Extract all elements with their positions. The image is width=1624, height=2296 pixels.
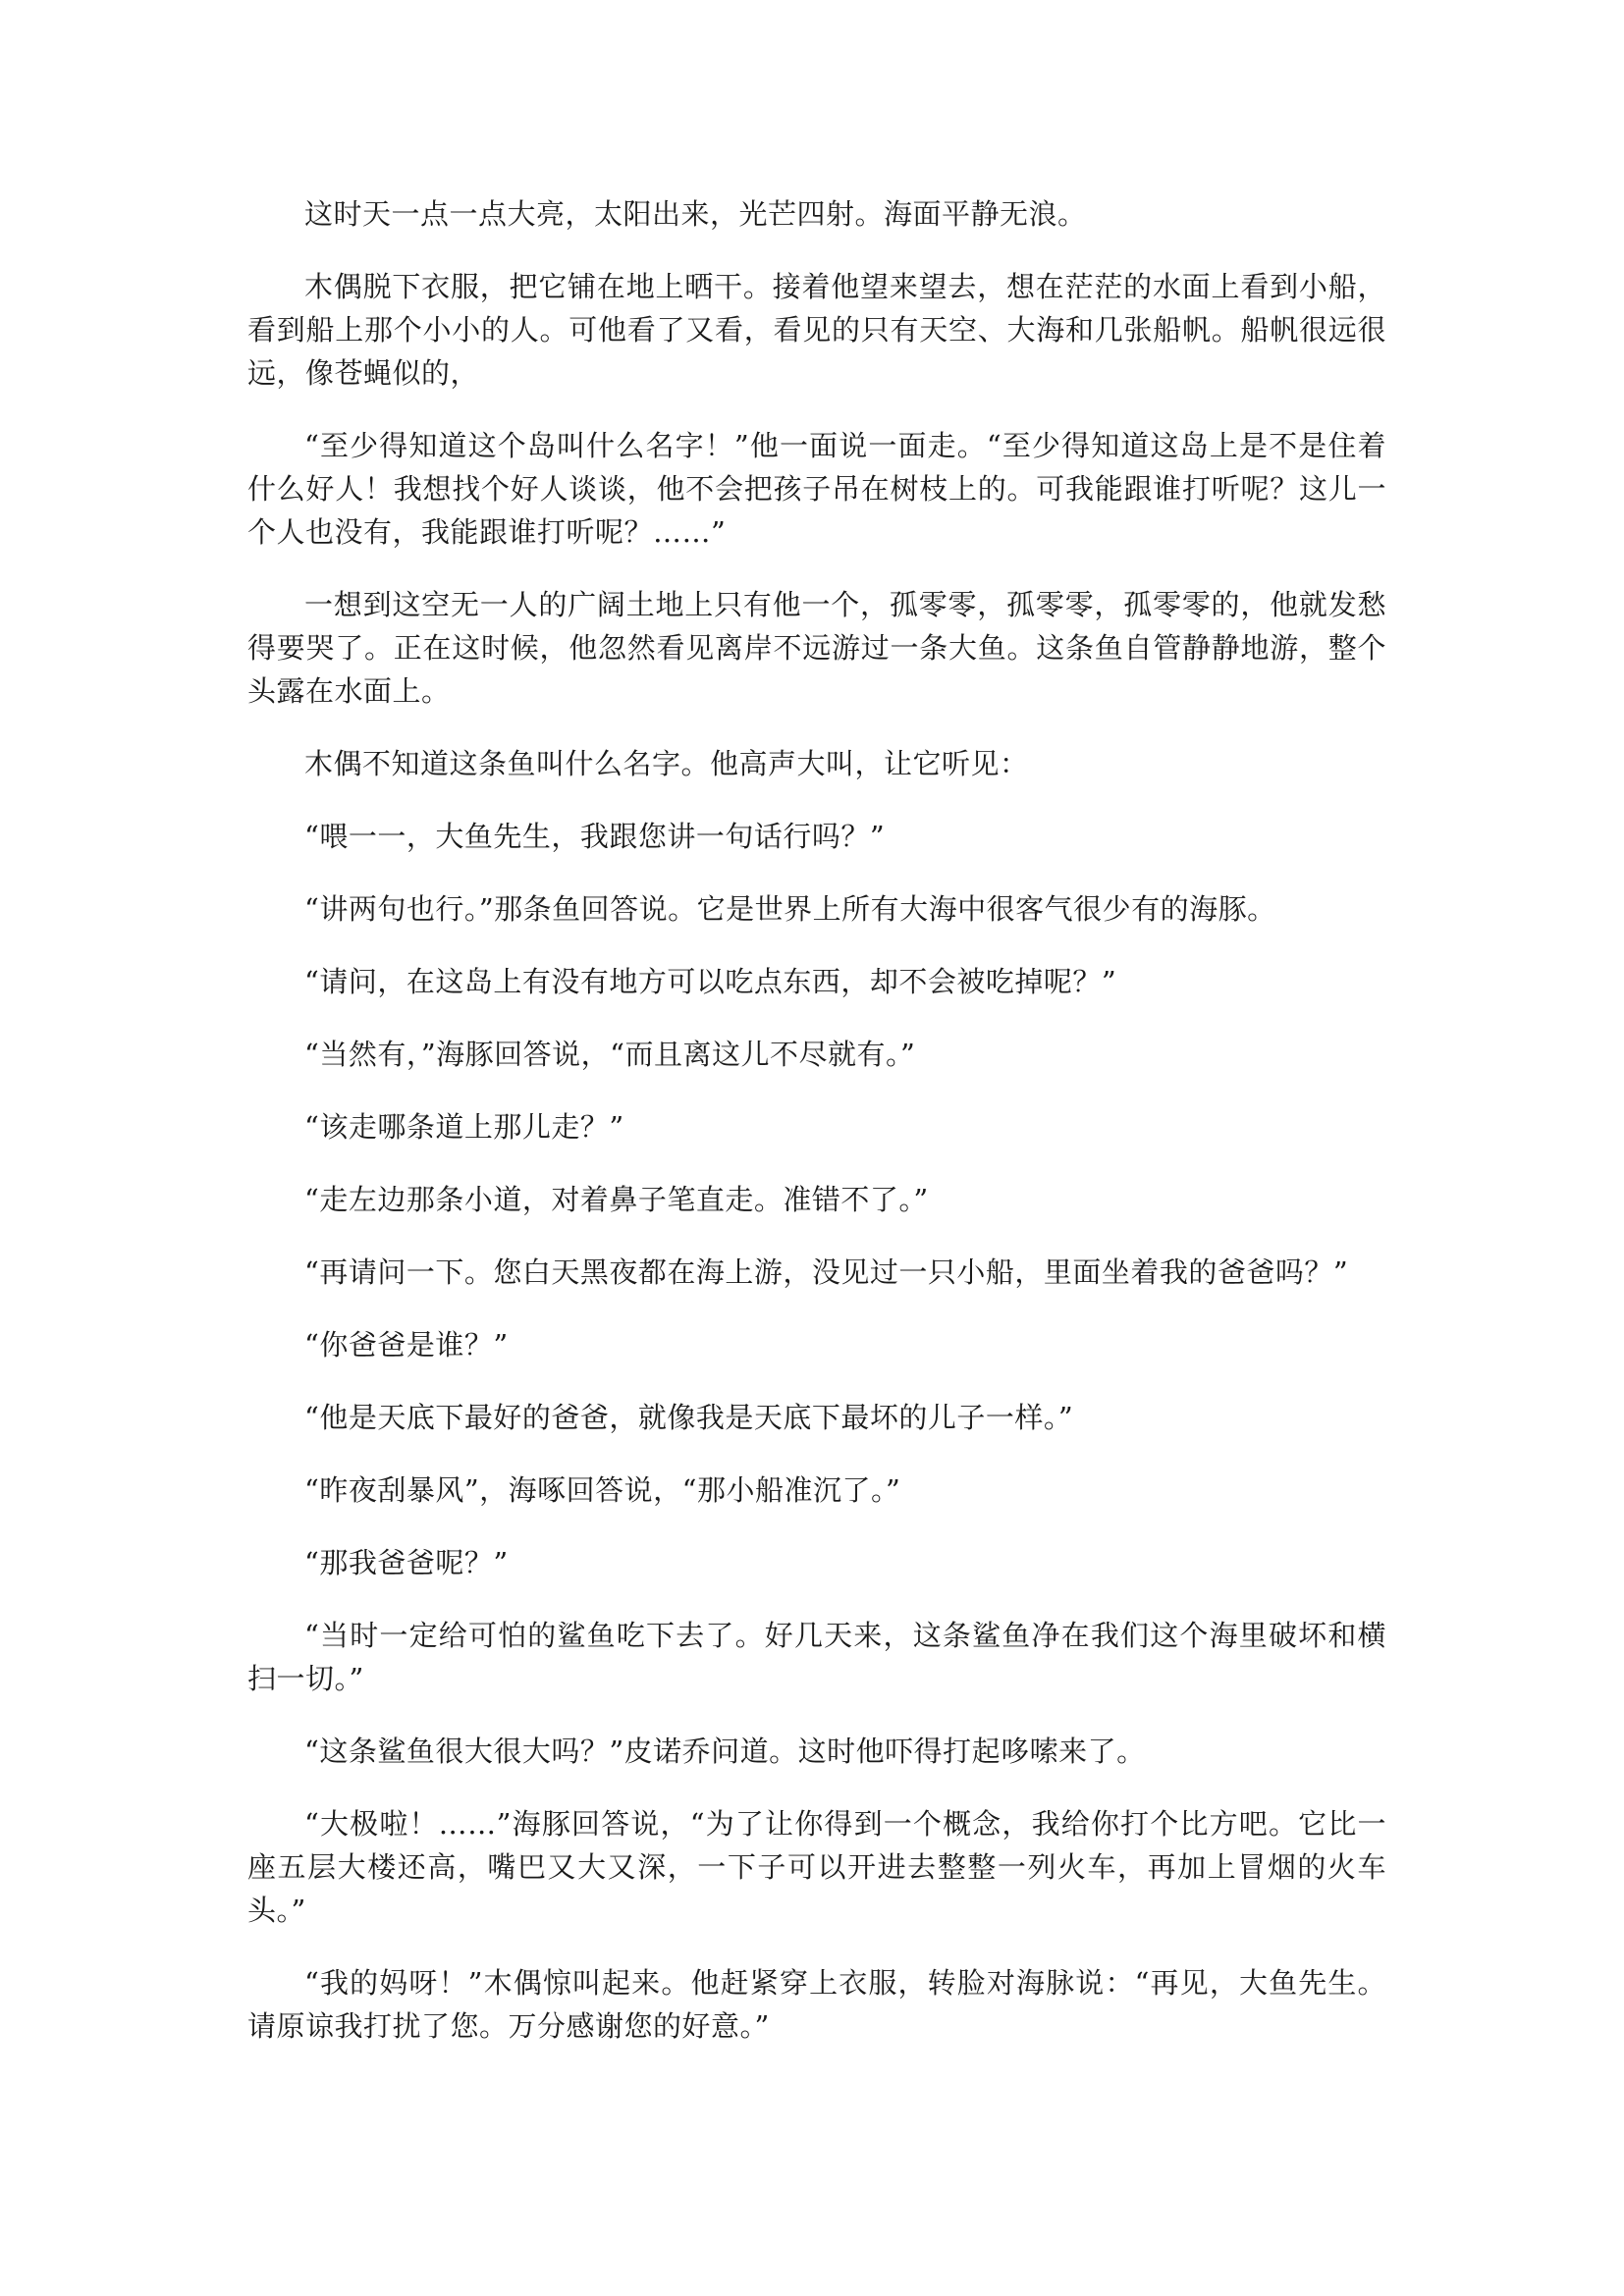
paragraph-12: “再请问一下。您白天黑夜都在海上游，没见过一只小船，里面坐着我的爸爸吗？” [304,1255,1349,1289]
paragraph-18: “这条鲨鱼很大很大吗？”皮诺乔问道。这时他吓得打起哆嗦来了。 [304,1735,1146,1768]
paragraph-11: “走左边那条小道，对着鼻子笔直走。准错不了。” [304,1183,929,1216]
paragraph-3: “至少得知道这个岛叫什么名字！”他一面说一面走。“至少得知道这岛上是不是住着什么好人！我想找个好人谈谈，他不会把孩子吊在树枝上的。可我能跟谁打听呢？这儿一个人也没有，我能跟谁打听呢？……” [247,429,1386,549]
paragraph-14: “他是天底下最好的爸爸，就像我是天底下最坏的儿子一样。” [304,1401,1074,1434]
paragraph-19: “大极啦！……”海豚回答说，“为了让你得到一个概念，我给你打个比方吧。它比一座五层大楼还高，嘴巴又大又深，一下子可以开进去整整一列火车，再加上冒烟的火车头。” [247,1807,1386,1927]
paragraph-20: “我的妈呀！”木偶惊叫起来。他赶紧穿上衣服，转脸对海脉说：“再见，大鱼先生。请原谅我打扰了您。万分感谢您的好意。” [247,1966,1386,2043]
paragraph-2: 木偶脱下衣服，把它铺在地上晒干。接着他望来望去，想在茫茫的水面上看到小船，看到船上那个小小的人。可他看了又看，看见的只有天空、大海和几张船帆。船帆很远很远，像苍蝇似的， [247,270,1386,390]
paragraph-4: 一想到这空无一人的广阔土地上只有他一个，孤零零，孤零零，孤零零的，他就发愁得要哭了。正在这时候，他忽然看见离岸不远游过一条大鱼。这条鱼自管静静地游，整个头露在水面上。 [247,588,1386,708]
paragraph-6: “喂一一，大鱼先生，我跟您讲一句话行吗？” [304,820,886,853]
paragraph-10: “该走哪条道上那儿走？” [304,1110,624,1144]
story-text [247,192,1386,2077]
paragraph-7: “讲两句也行。”那条鱼回答说。它是世界上所有大海中很客气很少有的海豚。 [304,892,1276,926]
paragraph-1: 这时天一点一点大亮，太阳出来，光芒四射。海面平静无浪。 [304,197,1087,231]
paragraph-17: “当时一定给可怕的鲨鱼吃下去了。好几天来，这条鲨鱼净在我们这个海里破坏和横扫一切。” [247,1619,1386,1695]
paragraph-15: “昨夜刮暴风”，海啄回答说，“那小船准沉了。” [304,1473,901,1507]
paragraph-16: “那我爸爸呢？” [304,1546,509,1579]
paragraph-13: “你爸爸是谁？” [304,1328,509,1362]
paragraph-9: “当然有，”海豚回答说，“而且离这儿不尽就有。” [304,1038,916,1071]
paragraph-5: 木偶不知道这条鱼叫什么名字。他高声大叫，让它听见： [304,747,1029,780]
paragraph-8: “请问，在这岛上有没有地方可以吃点东西，却不会被吃掉呢？” [304,965,1117,998]
